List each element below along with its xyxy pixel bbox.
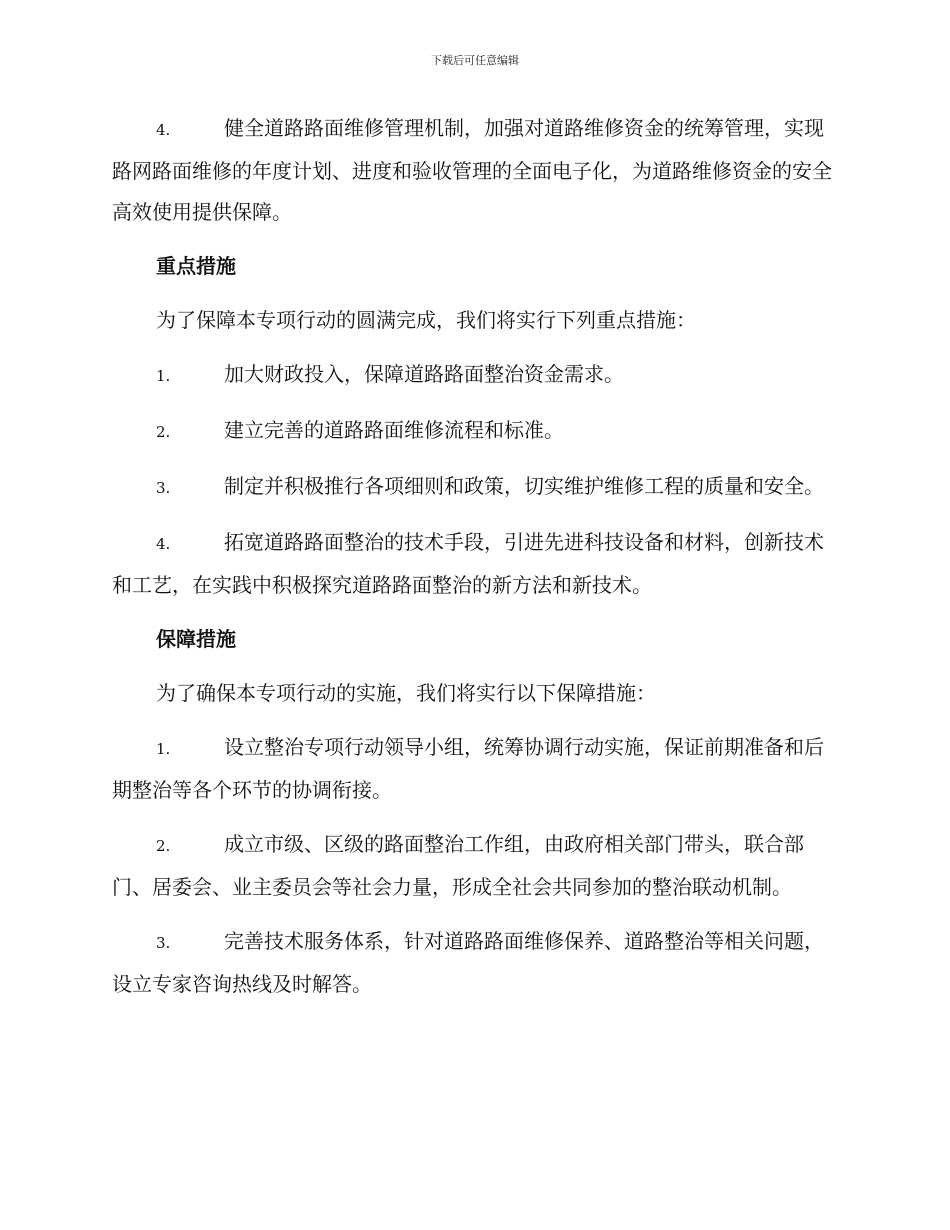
list-item-text: 加大财政投入，保障道路路面整治资金需求。: [224, 362, 624, 386]
list-item-number: 4.: [156, 121, 171, 139]
header-note: 下载后可任意编辑: [431, 54, 519, 67]
section-heading-safeguard-measures: 保障措施: [156, 627, 236, 651]
list-item-number: 1.: [156, 740, 171, 758]
list-item: [112, 466, 832, 509]
list-item: [112, 522, 832, 606]
section-heading-key-measures: 重点措施: [156, 254, 236, 278]
list-item-text: 制定并积极推行各项细则和政策，切实维护维修工程的质量和安全。: [224, 474, 824, 498]
list-item-number: 2.: [156, 423, 171, 441]
list-item-text: 完善技术服务体系，针对道路路面维修保养、道路整治等相关问题，设立专家咨询热线及时解答。: [112, 929, 824, 996]
list-item: [112, 108, 832, 233]
section-lead-paragraph: 为了确保本专项行动的实施，我们将实行以下保障措施：: [156, 681, 656, 705]
list-item-number: 3.: [156, 479, 171, 497]
list-item: [112, 354, 832, 397]
list-item-number: 4.: [156, 535, 171, 553]
section-lead-paragraph: 为了保障本专项行动的圆满完成，我们将实行下列重点措施：: [156, 308, 696, 332]
list-item-number: 3.: [156, 934, 171, 952]
list-item: [112, 410, 832, 453]
document-body: [112, 108, 832, 1018]
list-item-number: 2.: [156, 837, 171, 855]
list-item-number: 1.: [156, 367, 171, 385]
list-item: [112, 727, 832, 811]
list-item-text: 健全道路路面维修管理机制，加强对道路维修资金的统筹管理，实现路网路面维修的年度计划、进度和验收管理的全面电子化，为道路维修资金的安全高效使用提供保障。: [112, 116, 832, 224]
list-item-text: 拓宽道路路面整治的技术手段，引进先进科技设备和材料，创新技术和工艺，在实践中积极探究道路路面整治的新方法和新技术。: [112, 530, 824, 597]
list-item-text: 成立市级、区级的路面整治工作组，由政府相关部门带头，联合部门、居委会、业主委员会等社会力量，形成全社会共同参加的整治联动机制。: [112, 832, 804, 899]
list-item-text: 设立整治专项行动领导小组，统筹协调行动实施，保证前期准备和后期整治等各个环节的协调衔接。: [112, 735, 824, 802]
list-item-text: 建立完善的道路路面维修流程和标准。: [224, 418, 564, 442]
list-item: [112, 824, 832, 908]
list-item: [112, 921, 832, 1005]
